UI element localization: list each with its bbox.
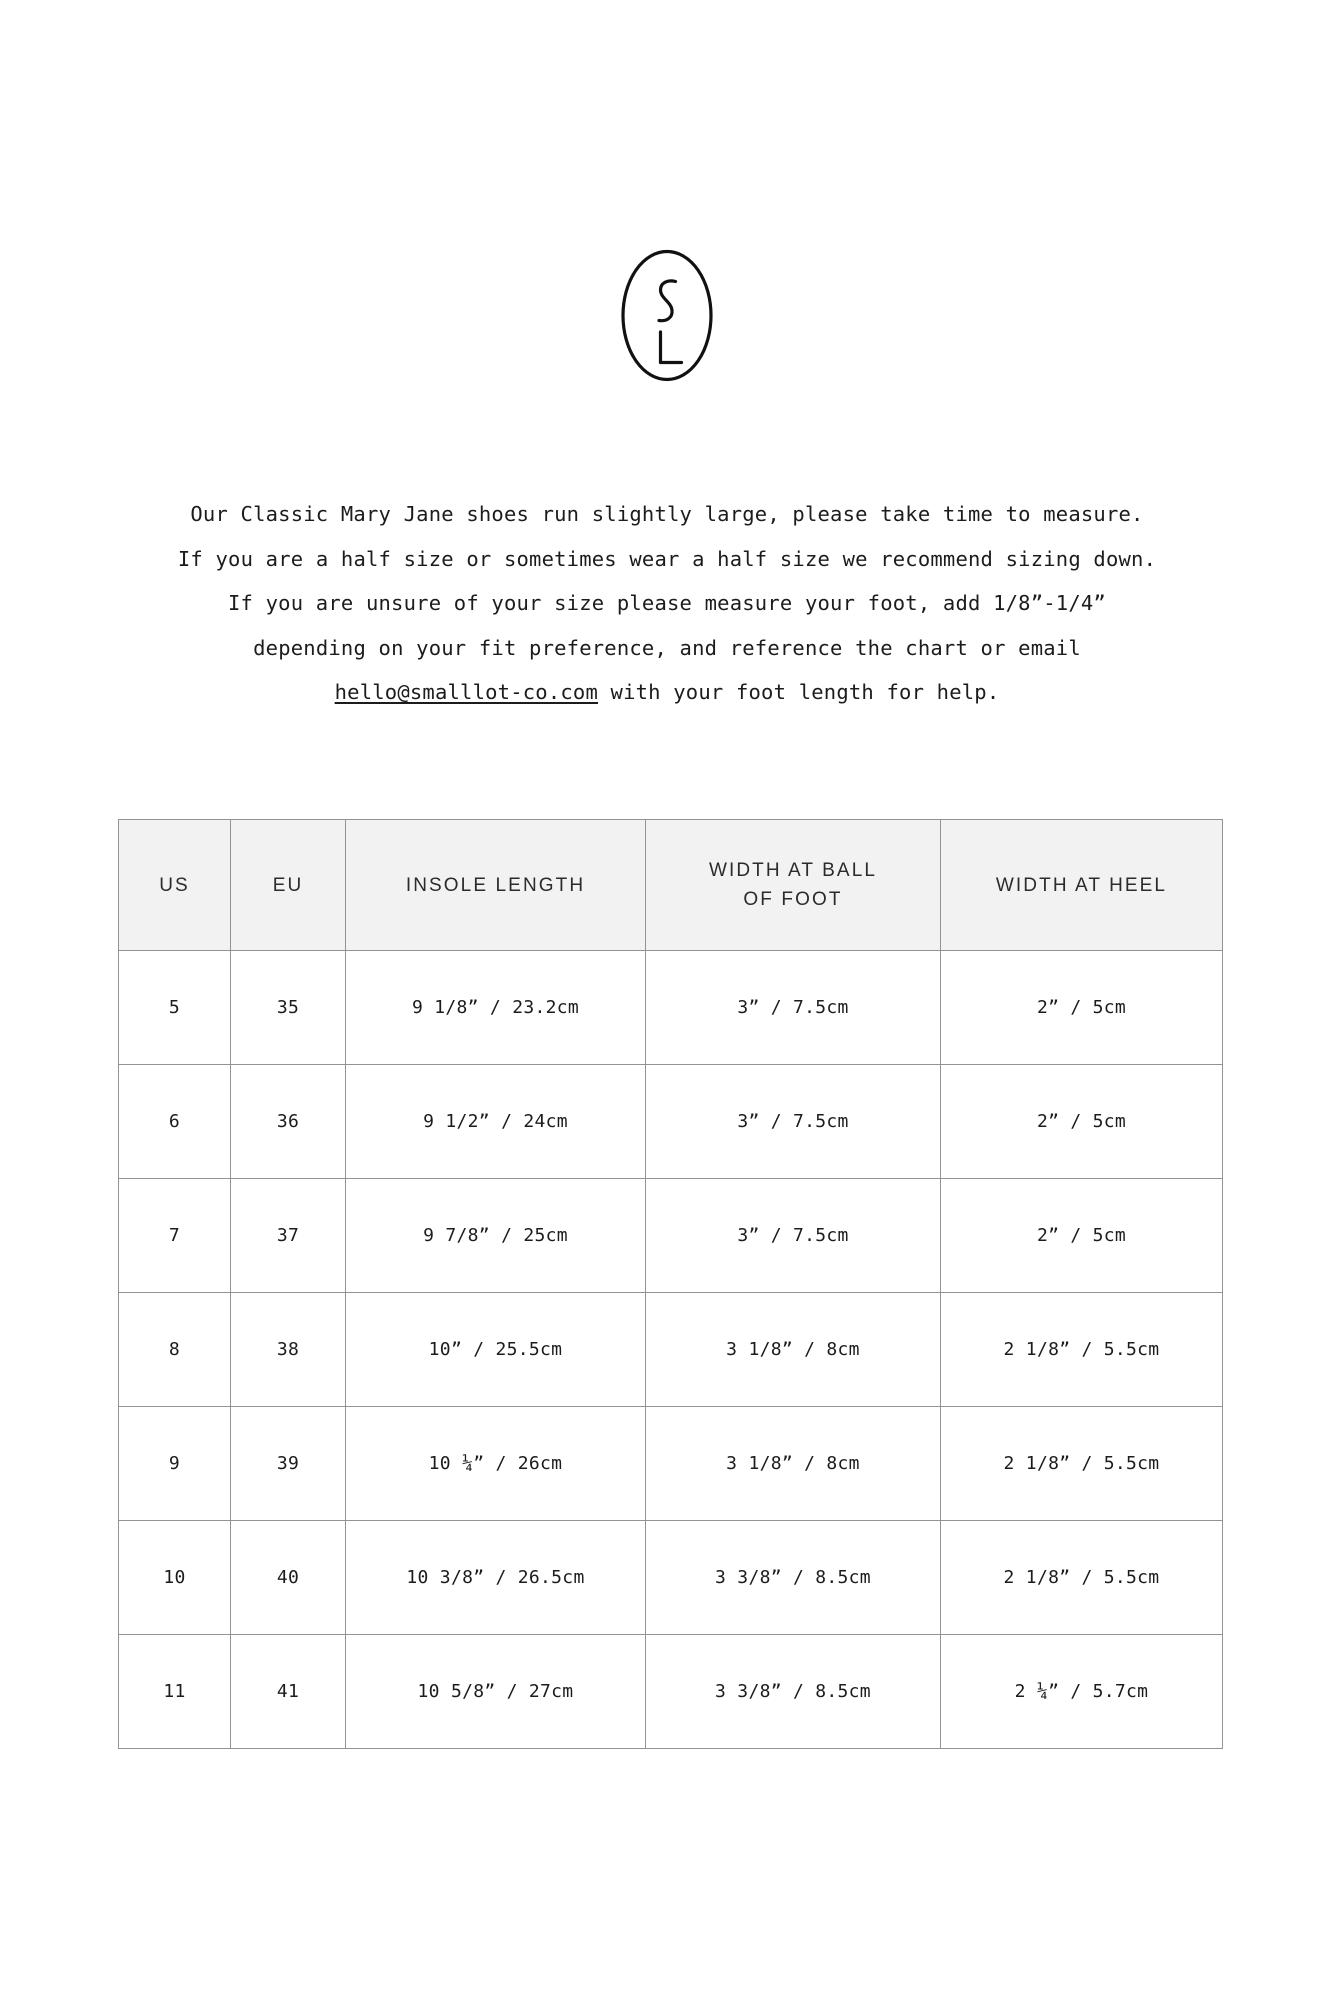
- table-row: [119, 1293, 1223, 1407]
- cell-eu: 36: [231, 1065, 346, 1179]
- cell-ball: 3 3/8” / 8.5cm: [646, 1635, 941, 1749]
- table-row: [119, 951, 1223, 1065]
- cell-us: 10: [119, 1521, 231, 1635]
- size-chart-table: [118, 819, 1223, 1749]
- intro-line-4: depending on your fit preference, and reference the chart or email: [253, 635, 1081, 660]
- brand-logo: [0, 248, 1334, 383]
- cell-ball: 3 3/8” / 8.5cm: [646, 1521, 941, 1635]
- cell-us: 6: [119, 1065, 231, 1179]
- column-header-ball-line1: WIDTH AT BALL: [708, 860, 878, 881]
- cell-ball: 3” / 7.5cm: [646, 951, 941, 1065]
- cell-us: 11: [119, 1635, 231, 1749]
- cell-heel: 2” / 5cm: [941, 1065, 1223, 1179]
- cell-insole: 9 7/8” / 25cm: [346, 1179, 646, 1293]
- cell-heel: 2 ¼” / 5.7cm: [941, 1635, 1223, 1749]
- cell-eu: 37: [231, 1179, 346, 1293]
- intro-paragraph: [0, 492, 1334, 715]
- intro-line-5: [0, 670, 1334, 715]
- table-body: [119, 951, 1223, 1749]
- column-header-ball-line2: OF FOOT: [743, 889, 843, 910]
- cell-eu: 39: [231, 1407, 346, 1521]
- cell-us: 7: [119, 1179, 231, 1293]
- cell-ball: 3” / 7.5cm: [646, 1179, 941, 1293]
- cell-insole: 10” / 25.5cm: [346, 1293, 646, 1407]
- cell-heel: 2 1/8” / 5.5cm: [941, 1521, 1223, 1635]
- table-row: [119, 1635, 1223, 1749]
- table-row: [119, 1179, 1223, 1293]
- cell-ball: 3 1/8” / 8cm: [646, 1407, 941, 1521]
- size-chart-table-container: [118, 819, 1222, 1749]
- column-header-us: US: [119, 820, 231, 951]
- cell-insole: 9 1/8” / 23.2cm: [346, 951, 646, 1065]
- intro-line-2: If you are a half size or sometimes wear a half size we recommend sizing down.: [177, 546, 1157, 571]
- cell-eu: 35: [231, 951, 346, 1065]
- intro-line-1: Our Classic Mary Jane shoes run slightly large, please take time to measure.: [190, 502, 1144, 526]
- support-email-link[interactable]: hello@smalllot-co.com: [334, 680, 599, 704]
- cell-heel: 2 1/8” / 5.5cm: [941, 1407, 1223, 1521]
- table-row: [119, 1065, 1223, 1179]
- cell-us: 9: [119, 1407, 231, 1521]
- cell-insole: 9 1/2” / 24cm: [346, 1065, 646, 1179]
- cell-eu: 38: [231, 1293, 346, 1407]
- table-row: [119, 1521, 1223, 1635]
- cell-insole: 10 3/8” / 26.5cm: [346, 1521, 646, 1635]
- cell-us: 8: [119, 1293, 231, 1407]
- intro-line-5-tail: with your foot length for help.: [598, 680, 1000, 704]
- cell-ball: 3 1/8” / 8cm: [646, 1293, 941, 1407]
- cell-insole: 10 ¼” / 26cm: [346, 1407, 646, 1521]
- cell-eu: 40: [231, 1521, 346, 1635]
- column-header-width-at-ball-of-foot: [646, 820, 941, 951]
- cell-heel: 2” / 5cm: [941, 1179, 1223, 1293]
- cell-heel: 2 1/8” / 5.5cm: [941, 1293, 1223, 1407]
- cell-eu: 41: [231, 1635, 346, 1749]
- cell-insole: 10 5/8” / 27cm: [346, 1635, 646, 1749]
- cell-us: 5: [119, 951, 231, 1065]
- cell-ball: 3” / 7.5cm: [646, 1065, 941, 1179]
- table-header: [119, 820, 1223, 951]
- column-header-width-at-heel: WIDTH AT HEEL: [941, 820, 1223, 951]
- table-header-row: [119, 820, 1223, 951]
- sl-monogram-icon: [619, 248, 715, 383]
- cell-heel: 2” / 5cm: [941, 951, 1223, 1065]
- column-header-eu: EU: [231, 820, 346, 951]
- table-row: [119, 1407, 1223, 1521]
- intro-line-3: If you are unsure of your size please measure your foot, add 1/8”-1/4”: [228, 591, 1106, 615]
- column-header-insole-length: INSOLE LENGTH: [346, 820, 646, 951]
